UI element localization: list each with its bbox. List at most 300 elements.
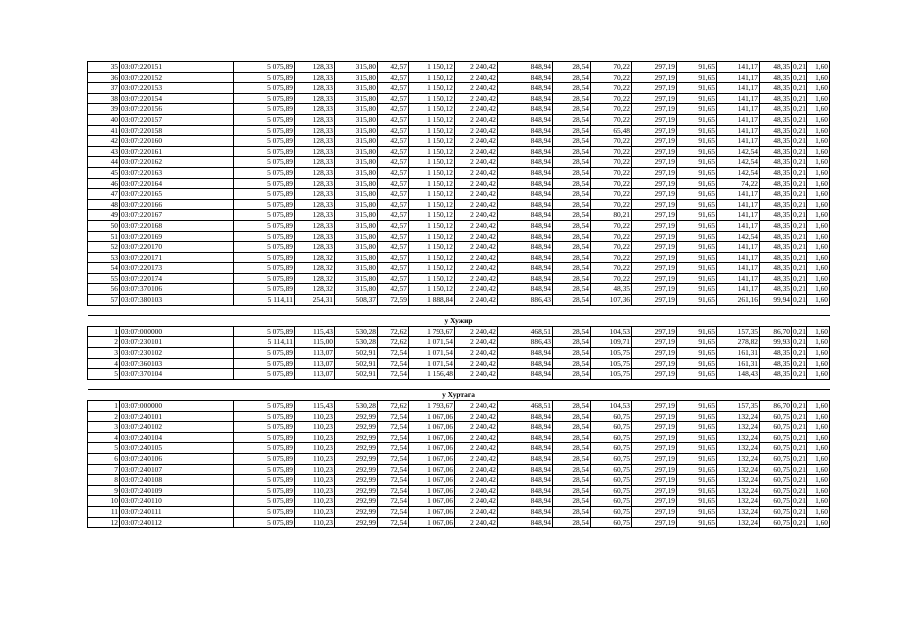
value-cell: 297,19 xyxy=(632,72,677,83)
value-cell: 1 071,54 xyxy=(409,337,455,348)
value-cell: 91,65 xyxy=(677,104,717,115)
value-cell: 297,19 xyxy=(632,93,677,104)
value-cell: 1 150,12 xyxy=(409,72,455,83)
value-cell: 2 240,42 xyxy=(455,83,498,94)
value-cell: 315,80 xyxy=(335,104,378,115)
row-number: 42 xyxy=(88,136,120,147)
row-number: 8 xyxy=(88,475,120,486)
value-cell: 292,99 xyxy=(335,485,378,496)
value-cell: 5 075,89 xyxy=(234,443,295,454)
value-cell: 141,17 xyxy=(717,93,760,104)
value-cell: 128,32 xyxy=(295,263,335,274)
value-cell: 60,75 xyxy=(760,432,792,443)
value-cell: 141,17 xyxy=(717,189,760,200)
value-cell: 141,17 xyxy=(717,136,760,147)
value-cell: 48,35 xyxy=(760,189,792,200)
value-cell: 42,57 xyxy=(378,284,409,295)
value-cell: 48,35 xyxy=(760,72,792,83)
value-cell: 128,33 xyxy=(295,157,335,168)
value-cell: 530,28 xyxy=(335,337,378,348)
value-cell: 530,28 xyxy=(335,401,378,412)
value-cell: 1,60 xyxy=(807,401,830,412)
value-cell: 848,94 xyxy=(498,178,553,189)
value-cell: 28,54 xyxy=(553,443,591,454)
value-cell: 297,19 xyxy=(632,464,677,475)
table-row xyxy=(88,252,830,263)
value-cell: 848,94 xyxy=(498,506,553,517)
value-cell: 2 240,42 xyxy=(455,506,498,517)
value-cell: 42,57 xyxy=(378,93,409,104)
section-header-row xyxy=(88,316,830,327)
value-cell: 60,75 xyxy=(760,475,792,486)
value-cell: 1 150,12 xyxy=(409,93,455,104)
value-cell: 110,23 xyxy=(295,475,335,486)
value-cell: 0,21 xyxy=(793,453,806,463)
value-cell: 1,60 xyxy=(807,422,830,433)
value-cell: 48,35 xyxy=(760,263,792,274)
row-number: 50 xyxy=(88,220,120,231)
row-number: 12 xyxy=(88,517,120,528)
row-number: 44 xyxy=(88,157,120,168)
value-cell: 848,94 xyxy=(498,453,553,464)
row-number: 53 xyxy=(88,252,120,263)
cadastral-code: 03:07:220151 xyxy=(120,62,234,73)
value-cell: 141,17 xyxy=(717,273,760,284)
value-cell: 141,17 xyxy=(717,62,760,73)
value-cell: 5 075,89 xyxy=(234,348,295,359)
value-cell: 5 075,89 xyxy=(234,401,295,412)
tariff-sheet xyxy=(87,61,830,528)
value-cell: 1,60 xyxy=(807,114,830,125)
value-cell: 5 075,89 xyxy=(234,231,295,242)
value-cell: 886,43 xyxy=(498,337,553,348)
row-number: 57 xyxy=(88,295,120,306)
value-cell: 0,21 xyxy=(793,231,806,241)
row-number: 56 xyxy=(88,284,120,295)
value-cell: 315,80 xyxy=(335,220,378,231)
value-cell: 1 150,12 xyxy=(409,242,455,253)
value-cell: 141,17 xyxy=(717,199,760,210)
table-row xyxy=(88,295,830,306)
value-cell: 48,35 xyxy=(760,358,792,369)
spacer-row xyxy=(88,379,830,390)
value-cell: 28,54 xyxy=(553,284,591,295)
value-cell: 48,35 xyxy=(760,273,792,284)
value-cell: 297,19 xyxy=(632,242,677,253)
value-cell: 48,35 xyxy=(760,210,792,221)
row-number: 40 xyxy=(88,114,120,125)
table-row xyxy=(88,401,830,412)
value-cell: 28,54 xyxy=(553,432,591,443)
value-cell: 1,60 xyxy=(807,496,830,507)
value-cell: 128,33 xyxy=(295,136,335,147)
value-cell: 297,19 xyxy=(632,453,677,464)
value-cell: 65,48 xyxy=(591,125,632,136)
value-cell: 72,54 xyxy=(378,496,409,507)
value-cell: 28,54 xyxy=(553,199,591,210)
value-cell: 0,21 xyxy=(793,72,806,82)
table-row xyxy=(88,263,830,274)
value-cell: 1 793,67 xyxy=(409,401,455,412)
row-number: 6 xyxy=(88,453,120,464)
value-cell: 297,19 xyxy=(632,348,677,359)
table-body xyxy=(88,62,830,528)
value-cell: 42,57 xyxy=(378,125,409,136)
value-cell: 0,21 xyxy=(793,93,806,103)
value-cell: 70,22 xyxy=(591,167,632,178)
value-cell: 1,60 xyxy=(807,358,830,369)
cadastral-code: 03:07:220165 xyxy=(120,189,234,200)
value-cell: 848,94 xyxy=(498,242,553,253)
value-cell: 72,54 xyxy=(378,432,409,443)
table-row xyxy=(88,273,830,284)
cadastral-code: 03:07:230101 xyxy=(120,337,234,348)
value-cell: 141,17 xyxy=(717,83,760,94)
value-cell: 1 150,12 xyxy=(409,167,455,178)
value-cell: 115,00 xyxy=(295,337,335,348)
value-cell: 91,65 xyxy=(677,453,717,464)
value-cell: 28,54 xyxy=(553,295,591,306)
value-cell: 0,21 xyxy=(793,178,806,188)
value-cell: 132,24 xyxy=(717,422,760,433)
value-cell: 142,54 xyxy=(717,157,760,168)
value-cell: 5 075,89 xyxy=(234,517,295,528)
value-cell: 91,65 xyxy=(677,167,717,178)
value-cell: 91,65 xyxy=(677,252,717,263)
value-cell: 502,91 xyxy=(335,358,378,369)
cadastral-code: 03:07:240107 xyxy=(120,464,234,475)
value-cell: 297,19 xyxy=(632,358,677,369)
value-cell: 91,65 xyxy=(677,93,717,104)
value-cell: 48,35 xyxy=(760,220,792,231)
value-cell: 2 240,42 xyxy=(455,263,498,274)
value-cell: 70,22 xyxy=(591,93,632,104)
cadastral-code: 03:07:240109 xyxy=(120,485,234,496)
table-row xyxy=(88,517,830,528)
value-cell: 28,54 xyxy=(553,252,591,263)
value-cell: 261,16 xyxy=(717,295,760,306)
value-cell: 132,24 xyxy=(717,475,760,486)
cadastral-code: 03:07:000000 xyxy=(120,326,234,337)
cadastral-code: 03:07:240105 xyxy=(120,443,234,454)
value-cell: 5 114,11 xyxy=(234,295,295,306)
row-number: 35 xyxy=(88,62,120,73)
value-cell: 848,94 xyxy=(498,422,553,433)
value-cell: 110,23 xyxy=(295,496,335,507)
value-cell: 72,54 xyxy=(378,358,409,369)
value-cell: 42,57 xyxy=(378,104,409,115)
value-cell: 60,75 xyxy=(591,432,632,443)
value-cell: 0,21 xyxy=(793,348,806,358)
value-cell: 5 075,89 xyxy=(234,146,295,157)
value-cell: 91,65 xyxy=(677,348,717,359)
cadastral-code: 03:07:220170 xyxy=(120,242,234,253)
value-cell: 91,65 xyxy=(677,295,717,306)
cadastral-code: 03:07:220162 xyxy=(120,157,234,168)
value-cell: 42,57 xyxy=(378,252,409,263)
value-cell: 99,94 xyxy=(760,295,792,306)
value-cell: 1 067,06 xyxy=(409,432,455,443)
value-cell: 2 240,42 xyxy=(455,62,498,73)
value-cell: 60,75 xyxy=(760,422,792,433)
value-cell: 2 240,42 xyxy=(455,432,498,443)
value-cell: 110,23 xyxy=(295,464,335,475)
table-row xyxy=(88,464,830,475)
value-cell: 141,17 xyxy=(717,263,760,274)
value-cell: 2 240,42 xyxy=(455,220,498,231)
value-cell: 70,22 xyxy=(591,146,632,157)
value-cell: 80,21 xyxy=(591,210,632,221)
value-cell: 48,35 xyxy=(760,83,792,94)
value-cell: 70,22 xyxy=(591,114,632,125)
value-cell: 0,21 xyxy=(793,464,806,474)
value-cell: 1,60 xyxy=(807,295,830,306)
value-cell: 0,21 xyxy=(793,199,806,209)
value-cell: 2 240,42 xyxy=(455,114,498,125)
value-cell: 48,35 xyxy=(760,114,792,125)
cadastral-code: 03:07:220161 xyxy=(120,146,234,157)
value-cell: 848,94 xyxy=(498,167,553,178)
value-cell: 315,80 xyxy=(335,263,378,274)
value-cell: 1,60 xyxy=(807,453,830,464)
value-cell: 848,94 xyxy=(498,443,553,454)
value-cell: 128,33 xyxy=(295,189,335,200)
row-number: 1 xyxy=(88,401,120,412)
value-cell: 5 075,89 xyxy=(234,178,295,189)
value-cell: 5 075,89 xyxy=(234,104,295,115)
value-cell: 28,54 xyxy=(553,62,591,73)
value-cell: 42,57 xyxy=(378,220,409,231)
value-cell: 42,57 xyxy=(378,136,409,147)
value-cell: 86,70 xyxy=(760,326,792,337)
value-cell: 297,19 xyxy=(632,432,677,443)
value-cell: 1,60 xyxy=(807,475,830,486)
value-cell: 5 075,89 xyxy=(234,422,295,433)
cadastral-code: 03:07:220173 xyxy=(120,263,234,274)
row-number: 38 xyxy=(88,93,120,104)
value-cell: 1 150,12 xyxy=(409,189,455,200)
value-cell: 110,23 xyxy=(295,422,335,433)
value-cell: 1 067,06 xyxy=(409,475,455,486)
value-cell: 60,75 xyxy=(591,422,632,433)
value-cell: 530,28 xyxy=(335,326,378,337)
tariff-table xyxy=(87,61,830,528)
value-cell: 2 240,42 xyxy=(455,337,498,348)
value-cell: 848,94 xyxy=(498,358,553,369)
value-cell: 1 793,67 xyxy=(409,326,455,337)
value-cell: 70,22 xyxy=(591,157,632,168)
value-cell: 315,80 xyxy=(335,189,378,200)
value-cell: 2 240,42 xyxy=(455,199,498,210)
value-cell: 60,75 xyxy=(760,485,792,496)
value-cell: 28,54 xyxy=(553,136,591,147)
value-cell: 1 150,12 xyxy=(409,284,455,295)
value-cell: 1,60 xyxy=(807,348,830,359)
row-number: 47 xyxy=(88,189,120,200)
value-cell: 70,22 xyxy=(591,273,632,284)
value-cell: 297,19 xyxy=(632,273,677,284)
value-cell: 72,54 xyxy=(378,464,409,475)
table-row xyxy=(88,453,830,464)
table-row xyxy=(88,284,830,295)
value-cell: 28,54 xyxy=(553,104,591,115)
value-cell: 91,65 xyxy=(677,506,717,517)
row-number: 54 xyxy=(88,263,120,274)
cadastral-code: 03:07:220160 xyxy=(120,136,234,147)
row-number: 36 xyxy=(88,72,120,83)
value-cell: 2 240,42 xyxy=(455,348,498,359)
section-title: у Хужир xyxy=(88,316,830,327)
value-cell: 502,91 xyxy=(335,369,378,380)
cadastral-code: 03:07:240110 xyxy=(120,496,234,507)
value-cell: 132,24 xyxy=(717,411,760,422)
value-cell: 848,94 xyxy=(498,114,553,125)
cadastral-code: 03:07:220166 xyxy=(120,199,234,210)
value-cell: 5 075,89 xyxy=(234,273,295,284)
value-cell: 1 067,06 xyxy=(409,496,455,507)
value-cell: 0,21 xyxy=(793,401,806,410)
row-number: 3 xyxy=(88,348,120,359)
value-cell: 128,33 xyxy=(295,167,335,178)
value-cell: 297,19 xyxy=(632,252,677,263)
value-cell: 72,54 xyxy=(378,411,409,422)
value-cell: 5 075,89 xyxy=(234,369,295,380)
table-row xyxy=(88,210,830,221)
table-row xyxy=(88,348,830,359)
value-cell: 91,65 xyxy=(677,231,717,242)
value-cell: 315,80 xyxy=(335,231,378,242)
value-cell: 0,21 xyxy=(793,337,806,347)
value-cell: 848,94 xyxy=(498,496,553,507)
value-cell: 60,75 xyxy=(591,411,632,422)
value-cell: 28,54 xyxy=(553,496,591,507)
value-cell: 72,54 xyxy=(378,443,409,454)
value-cell: 1 067,06 xyxy=(409,411,455,422)
value-cell: 886,43 xyxy=(498,295,553,306)
value-cell: 297,19 xyxy=(632,411,677,422)
value-cell: 28,54 xyxy=(553,273,591,284)
value-cell: 141,17 xyxy=(717,72,760,83)
value-cell: 0,21 xyxy=(793,136,806,146)
value-cell: 1,60 xyxy=(807,125,830,136)
value-cell: 0,21 xyxy=(793,210,806,220)
value-cell: 157,35 xyxy=(717,401,760,412)
table-row xyxy=(88,422,830,433)
value-cell: 70,22 xyxy=(591,199,632,210)
value-cell: 28,54 xyxy=(553,337,591,348)
value-cell: 28,54 xyxy=(553,93,591,104)
value-cell: 297,19 xyxy=(632,210,677,221)
row-number: 9 xyxy=(88,485,120,496)
value-cell: 91,65 xyxy=(677,326,717,337)
value-cell: 848,94 xyxy=(498,62,553,73)
value-cell: 60,75 xyxy=(591,453,632,464)
value-cell: 1,60 xyxy=(807,189,830,200)
value-cell: 70,22 xyxy=(591,231,632,242)
value-cell: 28,54 xyxy=(553,401,591,412)
value-cell: 2 240,42 xyxy=(455,496,498,507)
value-cell: 2 240,42 xyxy=(455,72,498,83)
value-cell: 128,33 xyxy=(295,231,335,242)
value-cell: 5 075,89 xyxy=(234,93,295,104)
cadastral-code: 03:07:370106 xyxy=(120,284,234,295)
value-cell: 1,60 xyxy=(807,506,830,517)
value-cell: 72,54 xyxy=(378,485,409,496)
value-cell: 297,19 xyxy=(632,157,677,168)
value-cell: 91,65 xyxy=(677,401,717,412)
value-cell: 848,94 xyxy=(498,125,553,136)
value-cell: 1,60 xyxy=(807,178,830,189)
row-number: 43 xyxy=(88,146,120,157)
value-cell: 297,19 xyxy=(632,199,677,210)
value-cell: 128,33 xyxy=(295,210,335,221)
value-cell: 28,54 xyxy=(553,231,591,242)
value-cell: 132,24 xyxy=(717,517,760,528)
value-cell: 70,22 xyxy=(591,72,632,83)
table-row xyxy=(88,358,830,369)
value-cell: 28,54 xyxy=(553,464,591,475)
value-cell: 1,60 xyxy=(807,72,830,83)
value-cell: 1 150,12 xyxy=(409,178,455,189)
value-cell: 28,54 xyxy=(553,189,591,200)
value-cell: 0,21 xyxy=(793,411,806,421)
value-cell: 28,54 xyxy=(553,167,591,178)
value-cell: 28,54 xyxy=(553,517,591,528)
table-row xyxy=(88,242,830,253)
value-cell: 278,82 xyxy=(717,337,760,348)
value-cell: 132,24 xyxy=(717,506,760,517)
value-cell: 142,54 xyxy=(717,167,760,178)
value-cell: 0,21 xyxy=(793,146,806,156)
cadastral-code: 03:07:220171 xyxy=(120,252,234,263)
value-cell: 141,17 xyxy=(717,114,760,125)
value-cell: 91,65 xyxy=(677,475,717,486)
value-cell: 2 240,42 xyxy=(455,485,498,496)
row-number: 37 xyxy=(88,83,120,94)
value-cell: 48,35 xyxy=(760,157,792,168)
value-cell: 1,60 xyxy=(807,242,830,253)
value-cell: 72,62 xyxy=(378,401,409,412)
value-cell: 292,99 xyxy=(335,506,378,517)
table-row xyxy=(88,157,830,168)
value-cell: 48,35 xyxy=(760,167,792,178)
value-cell: 297,19 xyxy=(632,401,677,412)
value-cell: 161,31 xyxy=(717,358,760,369)
value-cell: 42,57 xyxy=(378,199,409,210)
row-number: 4 xyxy=(88,358,120,369)
value-cell: 42,57 xyxy=(378,263,409,274)
value-cell: 128,33 xyxy=(295,199,335,210)
value-cell: 60,75 xyxy=(760,443,792,454)
value-cell: 1 067,06 xyxy=(409,453,455,464)
row-number: 5 xyxy=(88,443,120,454)
value-cell: 72,54 xyxy=(378,453,409,464)
value-cell: 5 075,89 xyxy=(234,252,295,263)
row-number: 52 xyxy=(88,242,120,253)
value-cell: 1 150,12 xyxy=(409,220,455,231)
value-cell: 1,60 xyxy=(807,157,830,168)
value-cell: 2 240,42 xyxy=(455,146,498,157)
value-cell: 292,99 xyxy=(335,464,378,475)
value-cell: 1 150,12 xyxy=(409,157,455,168)
table-row xyxy=(88,369,830,380)
value-cell: 91,65 xyxy=(677,157,717,168)
value-cell: 297,19 xyxy=(632,125,677,136)
value-cell: 91,65 xyxy=(677,422,717,433)
value-cell: 60,75 xyxy=(760,464,792,475)
value-cell: 91,65 xyxy=(677,263,717,274)
value-cell: 60,75 xyxy=(591,475,632,486)
